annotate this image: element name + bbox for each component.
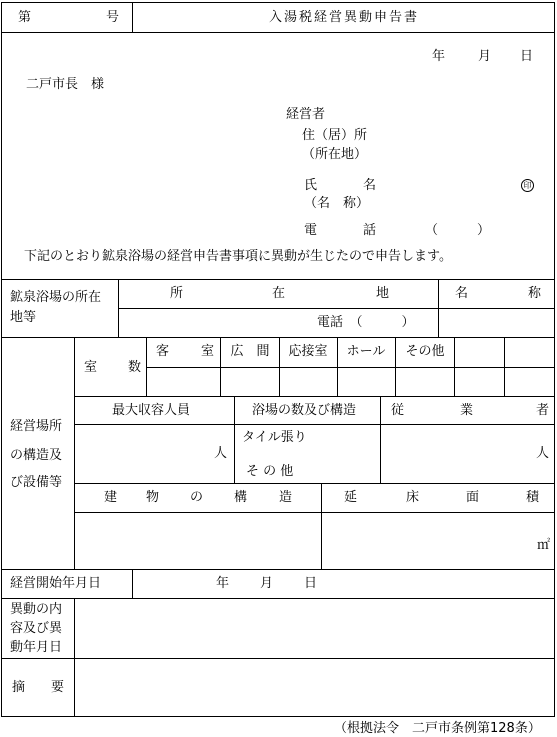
floor-char-4: 積 xyxy=(526,490,540,505)
capacity-vline-2 xyxy=(380,396,381,483)
frame-bottom xyxy=(1,716,555,717)
capacity-vline-1 xyxy=(234,396,235,483)
header-divider xyxy=(1,32,555,33)
change-bottom xyxy=(1,658,555,659)
rooms-label-2: 数 xyxy=(128,360,142,375)
floor-char-2: 床 xyxy=(406,490,420,505)
rooms-vline-1 xyxy=(146,337,147,396)
location-mid xyxy=(118,308,555,309)
change-vline xyxy=(74,598,75,716)
building-char-4: 構 xyxy=(234,490,248,505)
name-label-2: 名 xyxy=(363,178,377,193)
name-sub: （名 称） xyxy=(304,196,370,211)
building-char-3: の xyxy=(190,490,204,505)
location-bottom xyxy=(1,337,555,338)
frame-top xyxy=(1,2,555,3)
location-col-chi: 地 xyxy=(376,286,390,301)
bath-tile: タイル張り xyxy=(242,430,307,445)
phone-label-2: 話 xyxy=(363,223,377,238)
staff-label-1: 従 xyxy=(391,403,405,418)
phone-parens: （ ） xyxy=(425,223,491,238)
rooms-bottom xyxy=(74,396,554,397)
building-vline xyxy=(321,483,322,569)
rooms-vline-2 xyxy=(220,337,221,396)
address-sub: （所在地） xyxy=(302,147,368,162)
rooms-vline-7 xyxy=(504,337,505,396)
number-gou: 号 xyxy=(106,10,120,25)
building-char-5: 造 xyxy=(279,490,293,505)
change-label-1: 異動の内 xyxy=(10,602,63,617)
room-hall: ホール xyxy=(346,344,386,359)
capacity-header-bottom xyxy=(74,424,554,425)
statement: 下記のとおり鉱泉浴場の経営申告書事項に異動が生じたので申告します。 xyxy=(24,249,452,264)
staff-label-3: 者 xyxy=(536,403,550,418)
location-top xyxy=(1,279,555,280)
max-capacity-label: 最大収容人員 xyxy=(112,403,191,418)
location-label-2: 地等 xyxy=(10,310,37,325)
rooms-label-1: 室 xyxy=(84,360,98,375)
addressee: 二戸市長 様 xyxy=(26,77,105,92)
bath-count-label: 浴場の数及び構造 xyxy=(252,403,357,418)
floor-char-3: 面 xyxy=(466,490,480,505)
capacity-bottom xyxy=(74,483,554,484)
room-osetsu: 応接室 xyxy=(288,344,328,359)
facilities-label-1: 経営場所 xyxy=(10,419,63,434)
location-col-zai: 在 xyxy=(272,286,286,301)
location-col-shou: 称 xyxy=(528,286,542,301)
form-title: 入湯税経営異動申告書 xyxy=(268,10,420,25)
rooms-vline-6 xyxy=(454,337,455,396)
start-date-vline xyxy=(132,569,133,598)
date-hi: 日 xyxy=(520,49,534,64)
floor-unit-m2: ㎡ xyxy=(537,538,551,553)
change-label-3: 動年月日 xyxy=(10,640,63,655)
seal-icon: 印 xyxy=(521,179,534,192)
staff-label-2: 業 xyxy=(460,403,474,418)
facilities-label-2: の構造及 xyxy=(10,448,63,463)
start-date-hi: 日 xyxy=(304,576,318,591)
start-date-label: 経営開始年月日 xyxy=(10,576,102,591)
location-col-sho: 所 xyxy=(170,286,184,301)
frame-left xyxy=(1,2,2,716)
facilities-label-3: び設備等 xyxy=(10,475,63,490)
location-vline-1 xyxy=(118,279,119,337)
start-date-tsuki: 月 xyxy=(260,576,274,591)
start-date-bottom xyxy=(1,598,555,599)
applicant-heading: 経営者 xyxy=(286,107,326,122)
location-vline-2 xyxy=(438,279,439,337)
bath-other: そ の 他 xyxy=(246,464,294,479)
name-label-1: 氏 xyxy=(304,178,318,193)
room-other: その他 xyxy=(405,344,445,359)
location-label-1: 鉱泉浴場の所在 xyxy=(10,290,102,305)
seal-mark xyxy=(521,178,534,192)
date-tsuki: 月 xyxy=(478,49,492,64)
remarks-label: 摘 要 xyxy=(12,680,65,695)
room-hiroma: 広 間 xyxy=(230,344,270,359)
building-header-bottom xyxy=(74,512,554,513)
staff-unit: 人 xyxy=(536,446,550,461)
rooms-mid xyxy=(146,367,554,368)
rooms-vline-3 xyxy=(279,337,280,396)
facilities-label-vline xyxy=(74,337,75,569)
header-vline xyxy=(132,2,133,32)
floor-char-1: 延 xyxy=(344,490,358,505)
capacity-unit: 人 xyxy=(214,446,228,461)
room-kyaku: 客 xyxy=(156,344,170,359)
rooms-vline-5 xyxy=(395,337,396,396)
start-date-top xyxy=(1,569,555,570)
building-char-1: 建 xyxy=(104,490,118,505)
footer-legal-basis: （根拠法令 二戸市条例第128条） xyxy=(334,721,541,736)
phone-label-1: 電 xyxy=(304,223,318,238)
frame-right xyxy=(554,2,555,716)
location-phone: 電話 （ ） xyxy=(317,315,415,330)
start-date-nen: 年 xyxy=(216,576,230,591)
date-nen: 年 xyxy=(432,49,446,64)
rooms-vline-4 xyxy=(337,337,338,396)
number-dai: 第 xyxy=(18,10,32,25)
change-label-2: 容及び異 xyxy=(10,621,63,636)
location-col-mei: 名 xyxy=(455,286,469,301)
room-shitsu: 室 xyxy=(201,344,215,359)
address-label: 住（居）所 xyxy=(302,128,368,143)
building-char-2: 物 xyxy=(146,490,160,505)
